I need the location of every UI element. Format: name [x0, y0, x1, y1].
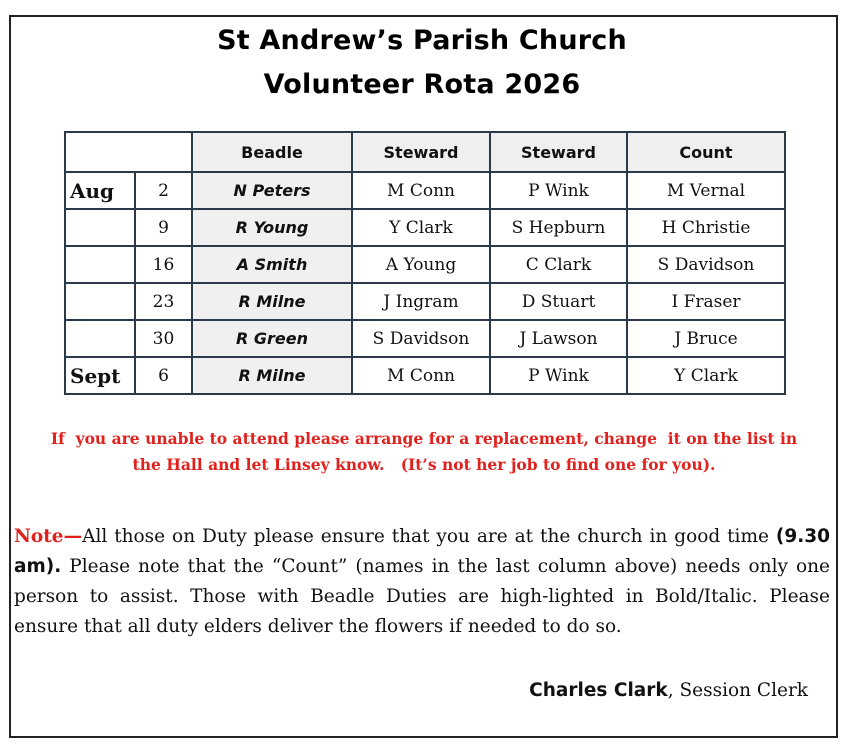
- warning-line-1: If you are unable to attend please arrange for a replacement, change it on the list in: [50, 429, 798, 448]
- column-header-beadle: Beadle: [192, 132, 352, 172]
- steward-2-cell: C Clark: [490, 246, 627, 283]
- beadle-cell: R Young: [192, 209, 352, 246]
- table-row: [65, 209, 785, 246]
- count-cell: J Bruce: [627, 320, 785, 357]
- column-header-steward-2: Steward: [490, 132, 627, 172]
- note-text-end: Please note that the “Count” (names in the last column above) needs only one person to assist. Those with Beadle Duties are high-lighted in Bold/Italic. Please ensure that all duty elders deliver the flowers if needed to do so.: [14, 556, 830, 637]
- day-cell: 2: [135, 172, 192, 209]
- steward-2-cell: J Lawson: [490, 320, 627, 357]
- beadle-cell: N Peters: [192, 172, 352, 209]
- column-header-count: Count: [627, 132, 785, 172]
- beadle-cell: R Milne: [192, 283, 352, 320]
- steward-1-cell: Y Clark: [352, 209, 490, 246]
- steward-1-cell: M Conn: [352, 172, 490, 209]
- signature-role: , Session Clerk: [667, 680, 808, 701]
- count-cell: I Fraser: [627, 283, 785, 320]
- month-cell: [65, 320, 135, 357]
- table-row: [65, 172, 785, 209]
- steward-1-cell: A Young: [352, 246, 490, 283]
- month-cell: [65, 209, 135, 246]
- steward-2-cell: S Hepburn: [490, 209, 627, 246]
- day-cell: 6: [135, 357, 192, 394]
- table-row: [65, 357, 785, 394]
- table-row: [65, 283, 785, 320]
- steward-2-cell: P Wink: [490, 357, 627, 394]
- header-blank-cell: [65, 132, 192, 172]
- page-subtitle: Volunteer Rota 2026: [263, 69, 581, 100]
- steward-2-cell: P Wink: [490, 172, 627, 209]
- count-cell: S Davidson: [627, 246, 785, 283]
- month-cell: Aug: [65, 172, 135, 209]
- day-cell: 9: [135, 209, 192, 246]
- beadle-cell: A Smith: [192, 246, 352, 283]
- month-cell: Sept: [65, 357, 135, 394]
- warning-line-2: the Hall and let Linsey know. (It’s not her job to find one for you).: [132, 455, 716, 474]
- month-cell: [65, 283, 135, 320]
- page-title: St Andrew’s Parish Church: [217, 25, 627, 56]
- month-cell: [65, 246, 135, 283]
- replacement-warning: [14, 426, 834, 478]
- count-cell: H Christie: [627, 209, 785, 246]
- count-cell: M Vernal: [627, 172, 785, 209]
- table-row: [65, 320, 785, 357]
- steward-1-cell: J Ingram: [352, 283, 490, 320]
- count-cell: Y Clark: [627, 357, 785, 394]
- note-time: (9.30 am).: [14, 526, 830, 577]
- note-label: Note—: [14, 526, 83, 547]
- steward-1-cell: S Davidson: [352, 320, 490, 357]
- day-cell: 30: [135, 320, 192, 357]
- day-cell: 16: [135, 246, 192, 283]
- beadle-cell: R Milne: [192, 357, 352, 394]
- beadle-cell: R Green: [192, 320, 352, 357]
- table-header-row: [65, 132, 785, 172]
- steward-1-cell: M Conn: [352, 357, 490, 394]
- note-text-start: All those on Duty please ensure that you are at the church in good time: [82, 526, 776, 547]
- table-row: [65, 246, 785, 283]
- column-header-steward-1: Steward: [352, 132, 490, 172]
- steward-2-cell: D Stuart: [490, 283, 627, 320]
- day-cell: 23: [135, 283, 192, 320]
- signature-name: Charles Clark: [529, 680, 668, 701]
- rota-table: [64, 131, 786, 395]
- signature: [529, 680, 808, 701]
- duty-note: [14, 522, 830, 642]
